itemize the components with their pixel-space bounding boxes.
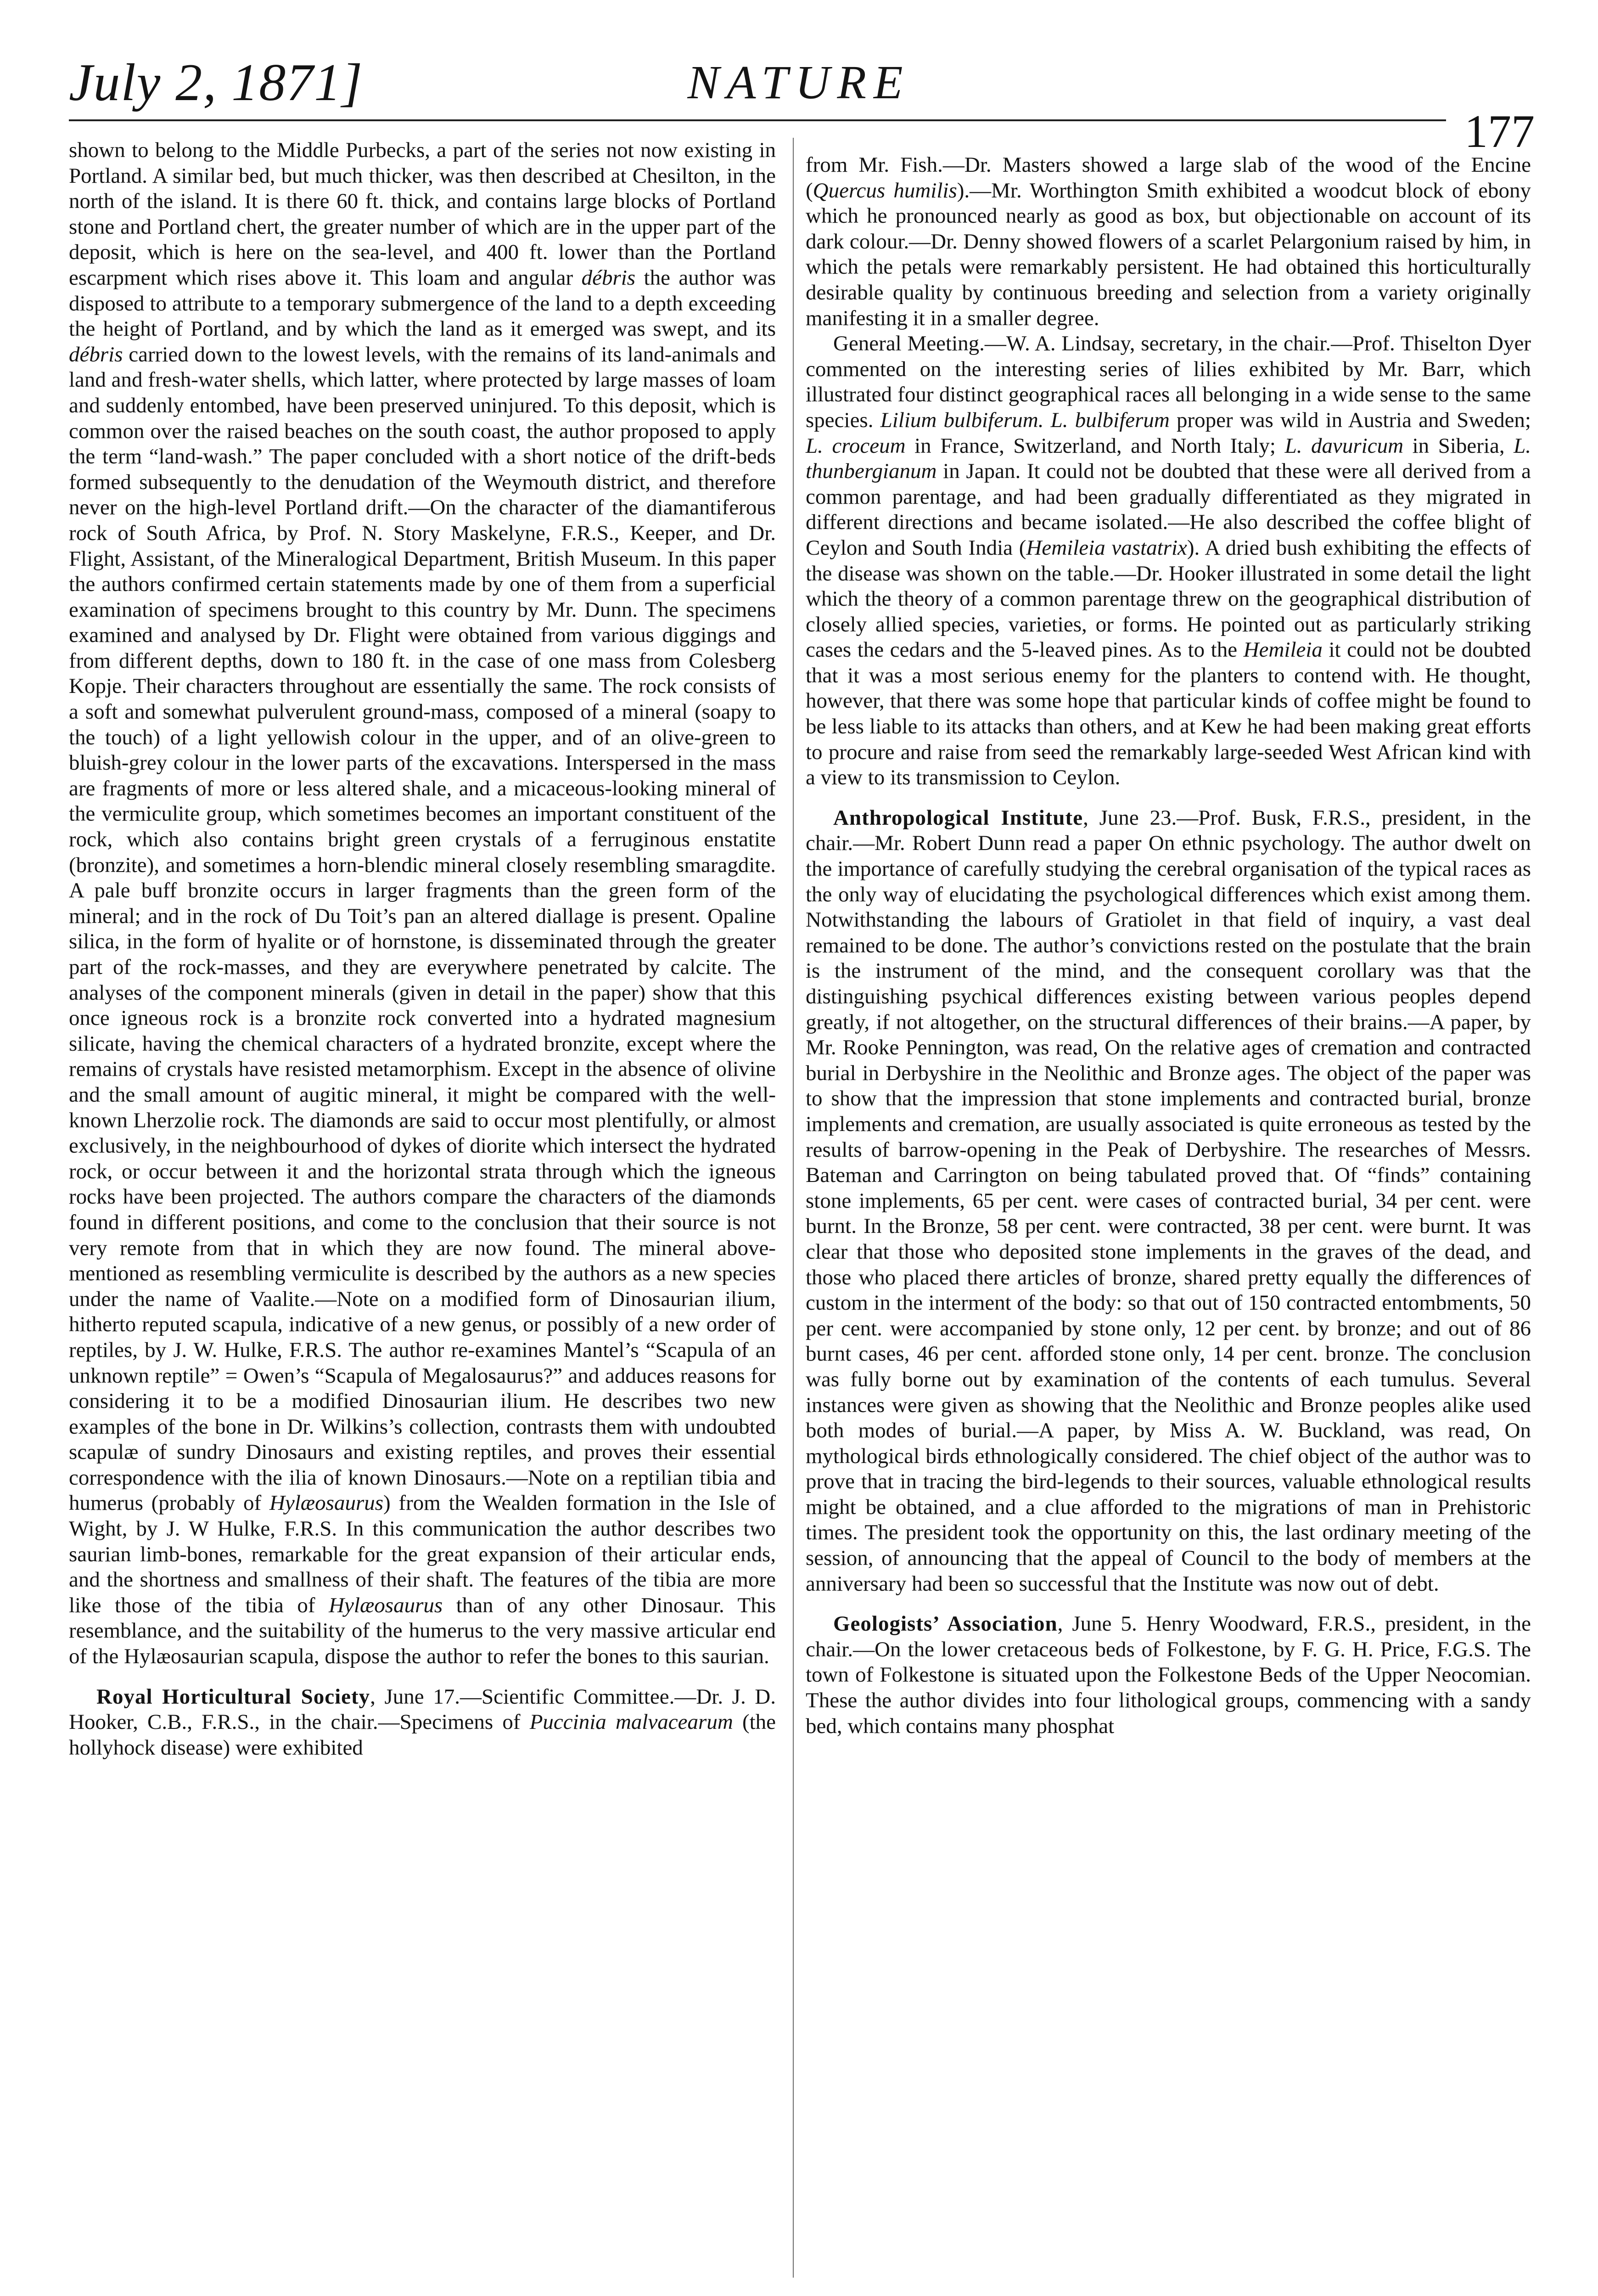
scientific-committee-continued: from Mr. Fish.—Dr. Masters showed a large slab of the wood of the Encine (Quercus humilis).—Mr. Worthington Smith exhibited a woodcut block of ebony which he pronounced nearly as good as box, but objectionable on account of its dark colour.—Dr. Denny showed flowers of a scarlet Pelargonium raised by him, in which the petals were remarkably persistent. He had obtained this horticulturally desirable quality by continuous breeding and selection from a variety originally manifesting it in a smaller degree. — [806, 153, 1531, 330]
issue-date: July 2, 1871] — [69, 53, 364, 112]
right-column — [806, 152, 1531, 1739]
horticultural-society-paragraph: Royal Horticultural Society, June 17.—Scientific Committee.—Dr. J. D. Hooker, C.B., F.R.S., in the chair.—Specimens of Puccinia malvacearum (the hollyhock disease) were exhibited — [69, 1684, 776, 1760]
general-meeting-paragraph: General Meeting.—W. A. Lindsay, secretary, in the chair.—Prof. Thiselton Dyer commented on the interesting series of lilies exhibited by Mr. Barr, which illustrated four distinct geographical races all belonging in a wide sense to the same species. Lilium bulbiferum. L. bulbiferum proper was wild in Austria and Sweden; L. croceum in France, Switzerland, and North Italy; L. davuricum in Siberia, L. thunbergianum in Japan. It could not be doubted that these were all derived from a common parentage, and had been gradually differentiated as they migrated in different directions and became isolated.—He also described the coffee blight of Ceylon and South India (Hemileia vastatrix). A dried bush exhibiting the effects of the disease was shown on the table.—Dr. Hooker illustrated in some detail the light which the theory of a common parentage threw on the geographical distribution of closely allied species, varieties, or forms. He pointed out as particularly striking cases the cedars and the 5-leaved pines. As to the Hemileia it could not be doubted that it was a most serious enemy for the planters to contend with. He thought, however, that there was some hope that particular kinds of coffee might be found to be less liable to its attacks than others, and at Kew he had been making great efforts to procure and raise from seed the remarkably large-seeded West African kind with a view to its transmission to Ceylon. — [806, 332, 1531, 790]
society-name: Anthropological Institute — [833, 805, 1083, 830]
society-name: Royal Horticultural Society — [96, 1684, 370, 1709]
header-rule — [69, 119, 1446, 121]
geology-paragraph: shown to belong to the Middle Purbecks, a part of the series not now existing in Portland. A similar bed, but much thicker, was then described at Chesilton, in the north of the island. It is there 60 ft. thick, and contains large blocks of Portland stone and Portland chert, the greater number of which are in the upper part of the deposit, which is here on the sea-level, and 400 ft. lower than the Portland escarpment which rises above it. This loam and angular débris the author was disposed to attribute to a temporary submergence of the land to a depth exceeding the height of Portland, and by which the land as it emerged was swept, and its débris carried down to the lowest levels, with the remains of its land-animals and land and fresh-water shells, which latter, where protected by large masses of loam and suddenly entombed, have been preserved uninjured. To this deposit, which is common over the raised beaches on the south coast, the author proposed to apply the term “land-wash.” The paper concluded with a short notice of the drift-beds formed subsequently to the denudation of the Weymouth district, and therefore never on the high-level Portland drift.—On the character of the diamantiferous rock of South Africa, by Prof. N. Story Maskelyne, F.R.S., Keeper, and Dr. Flight, Assistant, of the Mineralogical Department, British Museum. In this paper the authors confirmed certain statements made by one of them from a superficial examination of specimens brought to this country by Mr. Dunn. The specimens examined and analysed by Dr. Flight were obtained from various diggings and from different depths, down to 180 ft. in the case of one mass from Colesberg Kopje. Their characters throughout are essentially the same. The rock consists of a soft and somewhat pulverulent ground-mass, composed of a mineral (soapy to the touch) of a light yellowish colour in the upper, and of an olive-green to bluish-grey colour in the lower parts of the excavations. Interspersed in the mass are fragments of more or less altered shale, and a micaceous-looking mineral of the vermiculite group, which sometimes becomes an important constituent of the rock, which also contains bright green crystals of a ferruginous enstatite (bronzite), and sometimes a horn-blendic mineral closely resembling smaragdite. A pale buff bronzite occurs in larger fragments than the green form of the mineral; and in the rock of Du Toit’s pan an altered diallage is present. Opaline silica, in the form of hyalite or of hornstone, is disseminated through the greater part of the rock-masses, and they are everywhere penetrated by calcite. The analyses of the component minerals (given in detail in the paper) show that this once igneous rock is a bronzite rock converted into a hydrated magnesium silicate, having the chemical characters of a hydrated bronzite, except where the remains of crystals have resisted metamorphism. Except in the absence of olivine and the small amount of augitic mineral, it might be compared with the well-known Lherzolie rock. The diamonds are said to occur most plentifully, or almost exclusively, in the neighbourhood of dykes of diorite which intersect the hydrated rock, or occur between it and the horizontal strata through which the igneous rocks have been projected. The authors compare the characters of the diamonds found in different positions, and come to the conclusion that their source is not very remote from that in which they are now found. The mineral above-mentioned as resembling vermiculite is described by the authors as a new species under the name of Vaalite.—Note on a modified form of Dinosaurian ilium, hitherto reputed scapula, indicative of a new genus, or possibly of a new order of reptiles, by J. W. Hulke, F.R.S. The author re-examines Mantel’s “Scapula of an unknown reptile” = Owen’s “Scapula of Megalosaurus?” and adduces reasons for considering it to be a modified Dinosaurian ilium. He describes two new examples of the bone in Dr. Wilkins’s collection, contrasts them with undoubted scapulæ of sundry Dinosaurs and existing reptiles, and proves their essential correspondence with the ilia of known Dinosaurs.—Note on a reptilian tibia and humerus (probably of Hylæosaurus) from the Wealden formation in the Isle of Wight, by J. W Hulke, F.R.S. In this communication the author describes two saurian limb-bones, remarkable for the great expansion of their articular ends, and the shortness and smallness of their shaft. The features of the tibia are more like those of the tibia of Hylæosaurus than of any other Dinosaur. This resemblance, and the suitability of the humerus to the very massive articular end of the Hylæosaurian scapula, dispose the author to refer the bones to this saurian. — [69, 138, 776, 1669]
society-name: Geologists’ Association — [833, 1612, 1058, 1636]
journal-title: NATURE — [687, 56, 910, 109]
anthropological-institute-paragraph: Anthropological Institute, June 23.—Prof. Busk, F.R.S., president, in the chair.—Mr. Robert Dunn read a paper On ethnic psychology. The author dwelt on the importance of carefully studying the cerebral organisation of the typical races as the only way of elucidating the psychological differences which exist among them. Notwithstanding the labours of Gratiolet in that field of inquiry, a vast deal remained to be done. The author’s convictions rested on the postulate that the brain is the instrument of the mind, and the consequent corollary was that the distinguishing psychical differences existing between various peoples depend greatly, if not altogether, on the structural differences of their brains.—A paper, by Mr. Rooke Pennington, was read, On the relative ages of cremation and contracted burial in Derbyshire in the Neolithic and Bronze ages. The object of the paper was to show that the impression that stone implements and contracted burial, bronze implements and cremation, are usually associated is quite erroneous as tested by the results of barrow-opening in the Peak of Derbyshire. The researches of Messrs. Bateman and Carrington on being tabulated proved that. Of “finds” containing stone implements, 65 per cent. were cases of contracted burial, 34 per cent. were burnt. In the Bronze, 58 per cent. were contracted, 38 per cent. were burnt. It was clear that those who deposited stone implements in the graves of the dead, and those who placed there articles of bronze, shared pretty equally the differences of custom in the interment of the body: so that out of 150 contracted entombments, 50 per cent. were accompanied by stone only, 12 per cent. by bronze; and out of 86 burnt cases, 46 per cent. afforded stone only, 14 per cent. bronze. The conclusion was fully borne out by examination of the contents of each tumulus. Several instances were given as showing that the Neolithic and Bronze peoples alike used both modes of burial.—A paper, by Miss A. W. Buckland, was read, On mythological birds ethnologically considered. The chief object of the author was to prove that in tracing the bird-legends to their sources, valuable ethnological results might be obtained, and a clue afforded to the migrations of man in Prehistoric times. The president took the opportunity on this, the last ordinary meeting of the session, of announcing that the appeal of Council to the body of members at the anniversary had been so successful that the Institute was now out of debt. — [806, 805, 1531, 1596]
page-header — [0, 0, 1598, 156]
page-number: 177 — [1464, 106, 1535, 158]
geologists-association-paragraph: Geologists’ Association, June 5. Henry Woodward, F.R.S., president, in the chair.—On the lower cretaceous beds of Folkestone, by F. G. H. Price, F.G.S. The town of Folkestone is situated upon the Folkestone Beds of the Upper Neocomian. These the author divides into four lithological groups, commencing with a sandy bed, which contains many phosphat — [806, 1612, 1531, 1738]
column-divider — [793, 138, 794, 2278]
left-column — [69, 138, 776, 1761]
